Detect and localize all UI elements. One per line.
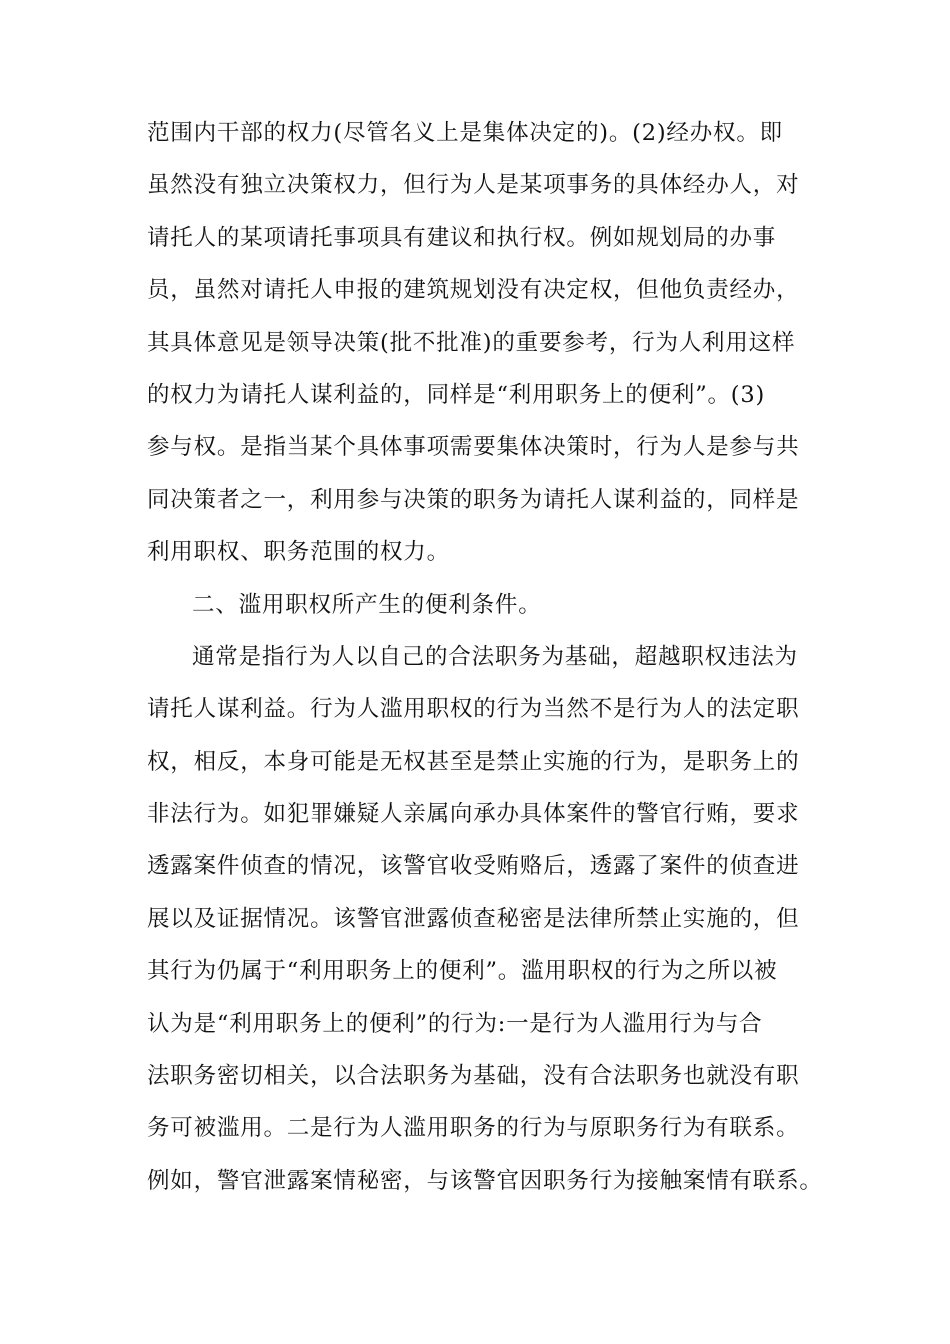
text-line: 请托人的某项请托事项具有建议和执行权。例如规划局的办事	[147, 224, 777, 251]
body-text	[147, 107, 823, 1207]
text-line: 认为是“利用职务上的便利”的行为:一是行为人滥用行为与合	[147, 1010, 763, 1037]
text-line: 非法行为。如犯罪嫌疑人亲属向承办具体案件的警官行贿，要求	[147, 801, 800, 828]
text-line: 权，相反，本身可能是无权甚至是禁止实施的行为，是职务上的	[147, 748, 800, 775]
text-line: 例如，警官泄露案情秘密，与该警官因职务行为接触案情有联系。	[147, 1167, 823, 1194]
text-line: 请托人谋利益。行为人滥用职权的行为当然不是行为人的法定职	[147, 696, 800, 723]
text-line: 参与权。是指当某个具体事项需要集体决策时，行为人是参与共	[147, 434, 800, 461]
text-line: 务可被滥用。二是行为人滥用职务的行为与原职务行为有联系。	[147, 1115, 800, 1142]
text-line: 法职务密切相关，以合法职务为基础，没有合法职务也就没有职	[147, 1063, 800, 1090]
text-line: 范围内干部的权力(尽管名义上是集体决定的)。(2)经办权。即	[147, 120, 783, 146]
text-line: 的权力为请托人谋利益的，同样是“利用职务上的便利”。(3)	[147, 381, 766, 408]
paragraph-first-line: 通常是指行为人以自己的合法职务为基础，超越职权违法为	[192, 643, 798, 670]
text-line: 利用职权、职务范围的权力。	[147, 539, 450, 566]
text-line: 展以及证据情况。该警官泄露侦查秘密是法律所禁止实施的，但	[147, 905, 800, 932]
text-line: 透露案件侦查的情况，该警官收受贿赂后，透露了案件的侦查进	[147, 853, 800, 880]
text-line: 其行为仍属于“利用职务上的便利”。滥用职权的行为之所以被	[147, 958, 778, 985]
section-heading: 二、滥用职权所产生的便利条件。	[192, 591, 542, 618]
text-line: 员，虽然对请托人申报的建筑规划没有决定权，但他负责经办，	[147, 277, 800, 304]
text-line: 虽然没有独立决策权力，但行为人是某项事务的具体经办人，对	[147, 172, 800, 199]
text-line: 其具体意见是领导决策(批不批准)的重要参考，行为人利用这样	[147, 329, 796, 356]
text-line: 同决策者之一，利用参与决策的职务为请托人谋利益的，同样是	[147, 486, 800, 513]
